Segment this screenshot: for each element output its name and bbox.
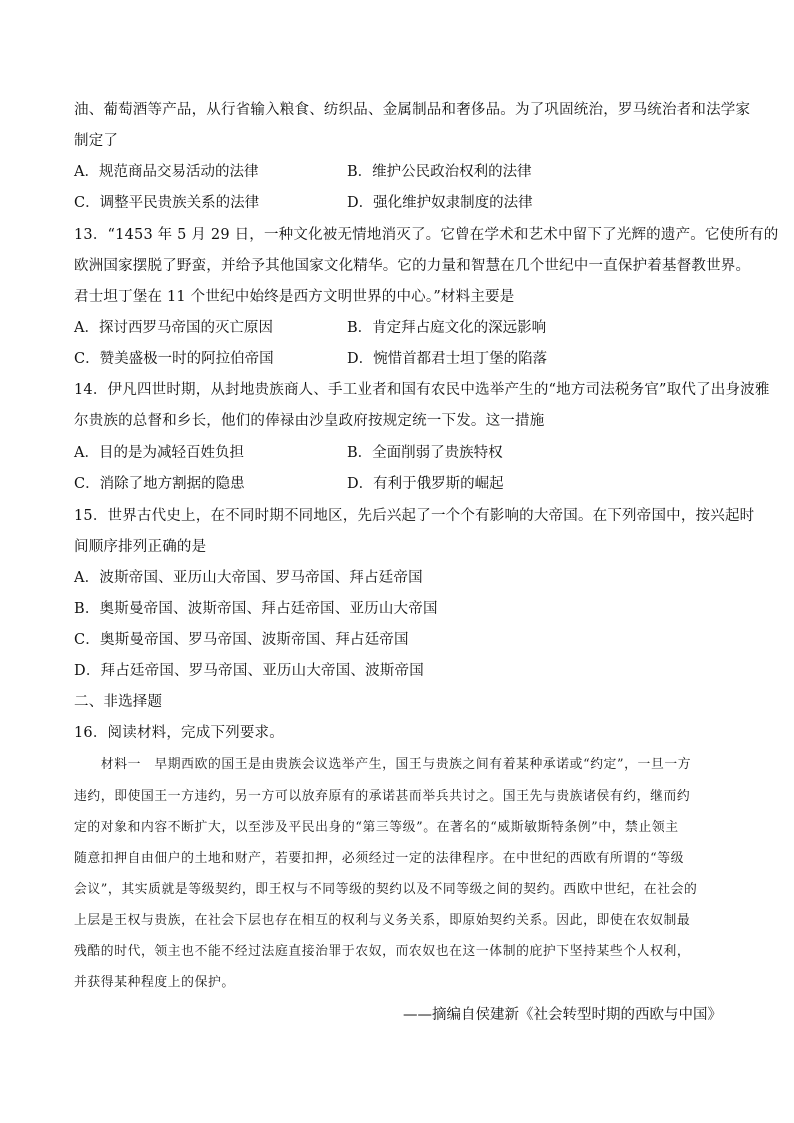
- q12-option-c: C．调整平民贵族关系的法律: [74, 195, 260, 211]
- q12-stem-line1: 油、葡萄酒等产品，从行省输入粮食、纺织品、金属制品和奢侈品。为了巩固统治，罗马统治者和法学家: [74, 102, 751, 118]
- q14-stem-line2: 尔贵族的总督和乡长，他们的俸禄由沙皇政府按规定统一下发。这一措施: [74, 413, 545, 429]
- q14-option-a: A．目的是为减轻百姓负担: [74, 445, 244, 461]
- q16-material1-source: ——摘编自侯建新《社会转型时期的西欧与中国》: [403, 1007, 722, 1023]
- q15-option-c: C．奥斯曼帝国、罗马帝国、波斯帝国、拜占廷帝国: [74, 632, 409, 648]
- q13-stem-line3: 君士坦丁堡在 11 个世纪中始终是西方文明世界的中心。”材料主要是: [74, 289, 515, 305]
- q12-option-d: D．强化维护奴隶制度的法律: [347, 195, 533, 211]
- section-heading-non-choice: 二、非选择题: [74, 694, 163, 710]
- q14-option-d: D．有利于俄罗斯的崛起: [347, 476, 504, 492]
- q15-option-a: A．波斯帝国、亚历山大帝国、罗马帝国、拜占廷帝国: [74, 570, 423, 586]
- q13-option-c: C．赞美盛极一时的阿拉伯帝国: [74, 351, 274, 367]
- q16-material1-line4: 随意扣押自由佃户的土地和财产，若要扣押，必须经过一定的法律程序。在中世纪的西欧有所谓的“等级: [74, 851, 685, 866]
- q16-material1-line7: 残酷的时代，领主也不能不经过法庭直接治罪于农奴，而农奴也在这一体制的庇护下坚持某些个人权利，: [74, 944, 691, 959]
- q15-option-b: B．奥斯曼帝国、波斯帝国、拜占廷帝国、亚历山大帝国: [74, 601, 438, 617]
- q13-option-a: A．探讨西罗马帝国的灭亡原因: [74, 320, 273, 336]
- q16-material1-line3: 定的对象和内容不断扩大，以至涉及平民出身的“第三等级”。在著名的“威斯敏斯特条例”中，禁止领主: [74, 820, 679, 835]
- q12-stem-line2: 制定了: [74, 133, 119, 149]
- q14-option-b: B．全面削弱了贵族特权: [347, 445, 503, 461]
- q13-stem-line2: 欧洲国家摆脱了野蛮，并给予其他国家文化精华。它的力量和智慧在几个世纪中一直保护着基督教世界。: [74, 258, 751, 274]
- q16-material1-line2: 违约，即使国王一方违约，另一方可以放弃原有的承诺甚而举兵共讨之。国王先与贵族诸侯有约，继而约: [74, 789, 691, 804]
- q16-intro: 16．阅读材料，完成下列要求。: [74, 725, 284, 741]
- q15-option-d: D．拜占廷帝国、罗马帝国、亚历山大帝国、波斯帝国: [74, 663, 424, 679]
- q16-material1-line5: 会议”，其实质就是等级契约，即王权与不同等级的契约以及不同等级之间的契约。西欧中世纪，在社会的: [74, 882, 698, 897]
- q16-material1-line1: 材料一 早期西欧的国王是由贵族会议选举产生，国王与贵族之间有着某种承诺或“约定”，一旦一方: [74, 757, 692, 772]
- q15-stem-line2: 间顺序排列正确的是: [74, 539, 207, 555]
- q12-option-a: A．规范商品交易活动的法律: [74, 164, 259, 180]
- q12-option-b: B．维护公民政治权利的法律: [347, 164, 532, 180]
- q13-option-d: D．惋惜首都君士坦丁堡的陷落: [347, 351, 548, 367]
- q13-stem-line1: 13．“1453 年 5 月 29 日，一种文化被无情地消灭了。它曾在学术和艺术中留下了光辉的遗产。它使所有的: [74, 227, 779, 243]
- q14-option-c: C．消除了地方割据的隐患: [74, 476, 245, 492]
- q16-material1-line8: 并获得某种程度上的保护。: [74, 975, 235, 990]
- q16-material1-line6: 上层是王权与贵族，在社会下层也存在相互的权利与义务关系，即原始契约关系。因此，即使在农奴制最: [74, 913, 691, 928]
- q14-stem-line1: 14．伊凡四世时期，从封地贵族商人、手工业者和国有农民中选举产生的“地方司法税务官”取代了出身波雅: [74, 382, 770, 398]
- q13-option-b: B．肯定拜占庭文化的深远影响: [347, 320, 547, 336]
- q15-stem-line1: 15．世界古代史上，在不同时期不同地区，先后兴起了一个个有影响的大帝国。在下列帝国中，按兴起时: [74, 508, 755, 524]
